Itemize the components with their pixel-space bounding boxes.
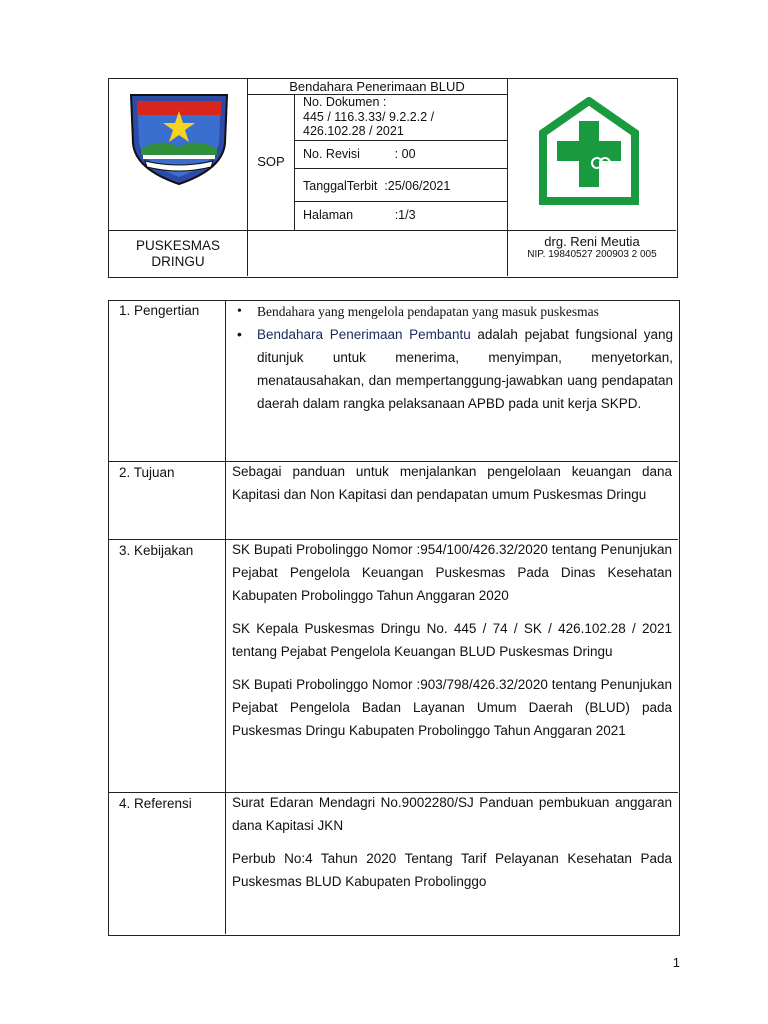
- kebijakan-content: [232, 538, 672, 752]
- pengertian-bullet-2: [233, 323, 673, 415]
- kebijakan-paragraph-3: SK Bupati Probolinggo Nomor :903/798/426.32/2020 tentang Penunjukan Pejabat Pengelola Badan Layanan Umum Daerah (BLUD) pada Puskesmas Dringu Kabupaten Probolinggo Tahun Anggaran 2021: [232, 677, 672, 738]
- page-number: 1: [672, 955, 680, 970]
- document-number-value-2: 426.102.28 / 2021: [303, 124, 404, 138]
- referensi-paragraph-2: Perbub No:4 Tahun 2020 Tentang Tarif Pelayanan Kesehatan Pada Puskesmas BLUD Kabupaten Probolinggo: [232, 851, 672, 889]
- issue-date: TanggalTerbit :25/06/2021: [303, 179, 451, 193]
- page-count: Halaman :1/3: [303, 208, 416, 222]
- organization-line-2: DRINGU: [151, 254, 205, 269]
- pengertian-bullet-1: • Bendahara yang mengelola pendapatan yang masuk puskesmas: [233, 301, 673, 323]
- referensi-label: 4. Referensi: [119, 796, 192, 811]
- header-table: [108, 78, 678, 278]
- kebijakan-paragraph-1: SK Bupati Probolinggo Nomor :954/100/426.32/2020 tentang Penunjukan Pejabat Pengelola Keuangan Puskesmas Pada Dinas Kesehatan Kabupaten Probolinggo Tahun Anggaran 2020: [232, 542, 672, 603]
- kebijakan-label: 3. Kebijakan: [119, 543, 194, 558]
- tujuan-label: 2. Tujuan: [119, 465, 175, 480]
- organization-line-1: PUSKESMAS: [135, 238, 221, 253]
- sop-content-table: [108, 300, 680, 936]
- puskesmas-logo-icon: [537, 97, 641, 205]
- pengertian-term: Bendahara Penerimaan Pembantu: [257, 327, 471, 342]
- pengertian-content: [233, 301, 673, 415]
- document-number-value-1: 445 / 116.3.33/ 9.2.2.2 /: [303, 110, 435, 124]
- referensi-content: [232, 791, 672, 903]
- signer-nip: NIP. 19840527 200903 2 005: [527, 249, 657, 260]
- organization-name: [109, 238, 247, 270]
- regency-crest-icon: [127, 91, 231, 187]
- tujuan-text: Sebagai panduan untuk menjalankan pengelolaan keuangan dana Kapitasi dan Non Kapitasi dan pendapatan umum Puskesmas Dringu: [232, 464, 672, 502]
- referensi-paragraph-1: Surat Edaran Mendagri No.9002280/SJ Panduan pembukuan anggaran dana Kapitasi JKN: [232, 795, 672, 833]
- document-title: Bendahara Penerimaan BLUD: [289, 79, 465, 94]
- kebijakan-paragraph-2: SK Kepala Puskesmas Dringu No. 445 / 74 / SK / 426.102.28 / 2021 tentang Pejabat Pengelola Keuangan BLUD Puskesmas Dringu: [232, 621, 672, 659]
- pengertian-label: 1. Pengertian: [119, 303, 200, 318]
- signer-name: drg. Reni Meutia: [544, 234, 640, 249]
- sop-label: SOP: [257, 154, 285, 169]
- pengertian-definition: adalah pejabat fungsional yang ditunjuk untuk menerima, menyimpan, menyetorkan, menatausahakan, dan mempertanggung-jawabkan uang pendapatan daerah dalam rangka pelaksanaan APBD pada unit kerja SKPD.: [257, 327, 673, 411]
- revision-number: No. Revisi : 00: [303, 147, 416, 161]
- document-number-label: No. Dokumen :: [303, 95, 387, 109]
